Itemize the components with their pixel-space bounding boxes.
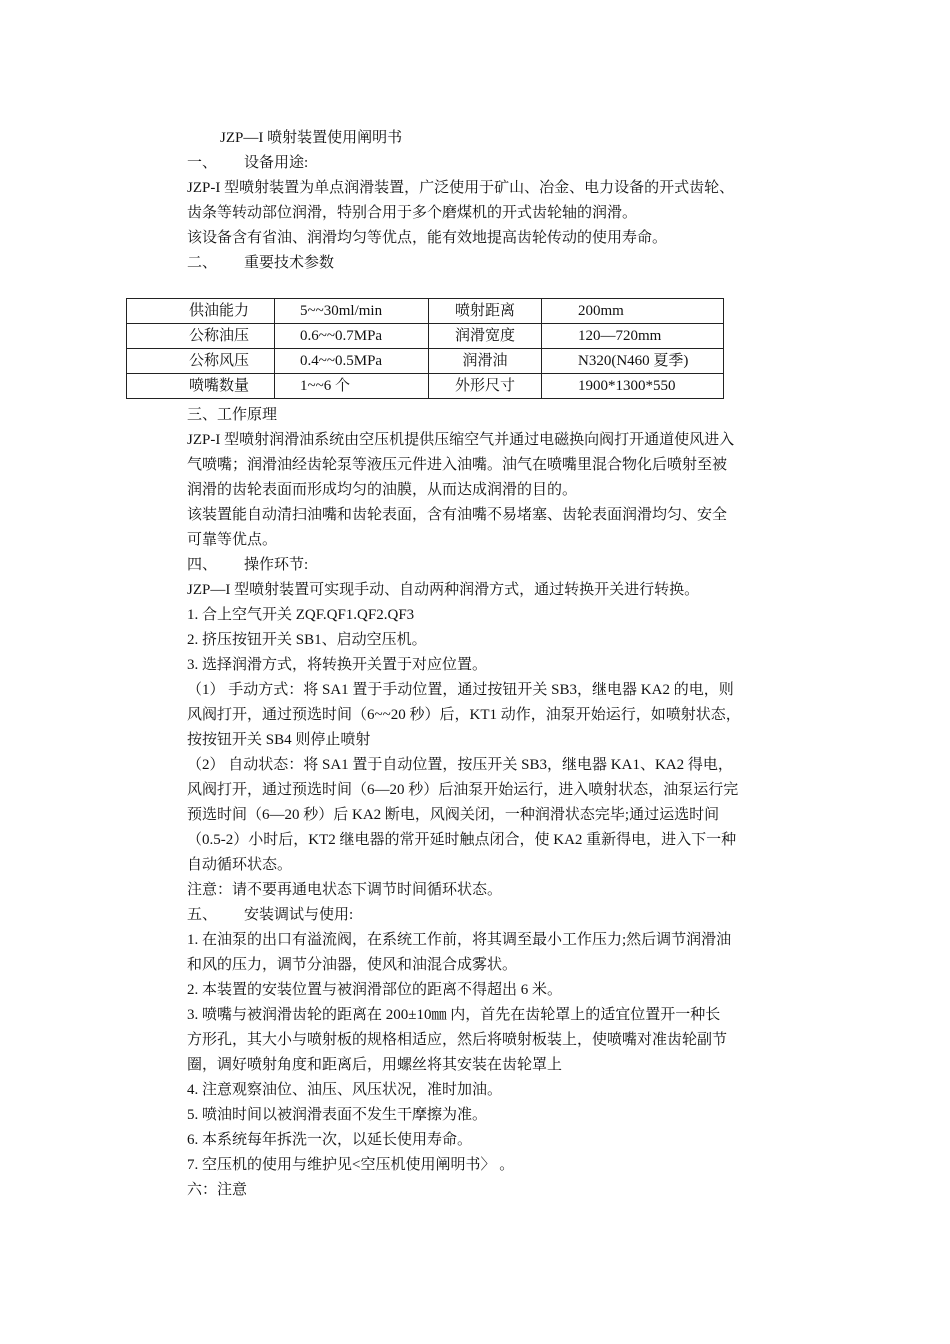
list-item: 4. 注意观察油位、油压、风压状况，准时加油。 xyxy=(187,1082,503,1098)
paragraph-line: 齿条等转动部位润滑，特别合用于多个磨煤机的开式齿轮轴的润滑。 xyxy=(187,205,638,221)
list-item: 1. 合上空气开关 ZQF.QF1.QF2.QF3 xyxy=(187,607,415,623)
paragraph-line: 预选时间（6—20 秒）后 KA2 断电，风阀关闭，一种润滑状态完毕;通过运选时间 xyxy=(187,807,720,823)
list-item: 6. 本系统每年拆洗一次，以延长使用寿命。 xyxy=(187,1132,473,1148)
section-number: 五、 xyxy=(187,907,218,923)
note-line: 注意：请不要再通电状态下调节时间循环状态。 xyxy=(187,882,503,898)
paragraph-line: 可靠等优点。 xyxy=(187,532,278,548)
section-2-heading xyxy=(187,253,334,273)
table-row xyxy=(127,349,724,374)
param-value: 1900*1300*550 xyxy=(542,374,724,399)
paragraph-line: 按按钮开关 SB4 则停止喷射 xyxy=(187,732,371,748)
paragraph-line: 自动循环状态。 xyxy=(187,857,293,873)
paragraph-line: 该设备含有省油、润滑均匀等优点，能有效地提高齿轮传动的使用寿命。 xyxy=(187,230,668,246)
section-1-heading xyxy=(187,153,308,173)
param-value: 0.6~~0.7MPa xyxy=(275,324,429,349)
param-label: 供油能力 xyxy=(127,299,275,324)
table-row xyxy=(127,324,724,349)
paragraph-line: JZP-I 型喷射润滑油系统由空压机提供压缩空气并通过电磁换向阀打开通道使风进入 xyxy=(187,432,735,448)
param-label: 润滑油 xyxy=(429,349,542,374)
paragraph-line: （2） 自动状态：将 SA1 置于自动位置，按压开关 SB3，继电器 KA1、KA2 得电， xyxy=(187,757,733,773)
paragraph-line: 圈，调好喷射角度和距离后，用螺丝将其安装在齿轮罩上 xyxy=(187,1057,563,1073)
param-value: 120—720mm xyxy=(542,324,724,349)
table-row xyxy=(127,374,724,399)
param-label: 公称油压 xyxy=(127,324,275,349)
paragraph-line: 润滑的齿轮表面而形成均匀的油膜，从而达成润滑的目的。 xyxy=(187,482,578,498)
section-6-heading: 六：注意 xyxy=(187,1182,248,1198)
param-value: 5~~30ml/min xyxy=(275,299,429,324)
section-4-heading xyxy=(187,555,308,575)
paragraph-line: 气喷嘴；润滑油经齿轮泵等液压元件进入油嘴。油气在喷嘴里混合物化后喷射至被 xyxy=(187,457,728,473)
section-3-heading: 三、工作原理 xyxy=(187,407,278,423)
tech-params-table xyxy=(126,298,724,399)
list-item: 3. 选择润滑方式，将转换开关置于对应位置。 xyxy=(187,657,488,673)
param-label: 外形尺寸 xyxy=(429,374,542,399)
section-5-heading xyxy=(187,905,353,925)
section-title: 重要技术参数 xyxy=(244,255,335,271)
section-number: 二、 xyxy=(187,255,218,271)
section-number: 一、 xyxy=(187,155,218,171)
list-item: 2. 本装置的安装位置与被润滑部位的距离不得超出 6 米。 xyxy=(187,982,563,998)
paragraph-line: 该装置能自动清扫油嘴和齿轮表面，含有油嘴不易堵塞、齿轮表面润滑均匀、安全 xyxy=(187,507,728,523)
list-item: 1. 在油泵的出口有溢流阀，在系统工作前，将其调至最小工作压力;然后调节润滑油 xyxy=(187,932,732,948)
section-title: 设备用途: xyxy=(244,155,309,171)
paragraph-line: （1） 手动方式：将 SA1 置于手动位置，通过按钮开关 SB3，继电器 KA2 的电，则 xyxy=(187,682,734,698)
list-item: 7. 空压机的使用与维护见<空压机使用阐明书〉 。 xyxy=(187,1157,515,1173)
paragraph-line: 方形孔，其大小与喷射板的规格相适应，然后将喷射板装上，使喷嘴对准齿轮副节 xyxy=(187,1032,728,1048)
document-title: JZP—I 喷射装置使用阐明书 xyxy=(220,130,403,146)
table-row xyxy=(127,299,724,324)
param-value: 0.4~~0.5MPa xyxy=(275,349,429,374)
paragraph-line: JZP-I 型喷射装置为单点润滑装置，广泛使用于矿山、冶金、电力设备的开式齿轮、 xyxy=(187,180,735,196)
param-label: 喷射距离 xyxy=(429,299,542,324)
paragraph-line: 风阀打开，通过预选时间（6~~20 秒）后，KT1 动作，油泵开始运行，如喷射状态， xyxy=(187,707,741,723)
list-item: 5. 喷油时间以被润滑表面不发生干摩擦为准。 xyxy=(187,1107,488,1123)
param-label: 喷嘴数量 xyxy=(127,374,275,399)
section-number: 四、 xyxy=(187,557,218,573)
param-value: 200mm xyxy=(542,299,724,324)
param-value: 1~~6 个 xyxy=(275,374,429,399)
paragraph-line: （0.5-2）小时后，KT2 继电器的常开延时触点闭合，使 KA2 重新得电，进入下一种 xyxy=(187,832,737,848)
paragraph-line: 和风的压力，调节分油器，使风和油混合成雾状。 xyxy=(187,957,518,973)
list-item: 3. 喷嘴与被润滑齿轮的距离在 200±10㎜ 内，首先在齿轮罩上的适宜位置开一种长 xyxy=(187,1007,721,1023)
paragraph-line: 风阀打开，通过预选时间（6—20 秒）后油泵开始运行，进入喷射状态，油泵运行完 xyxy=(187,782,739,798)
section-title: 安装调试与使用: xyxy=(244,907,354,923)
paragraph-line: JZP—I 型喷射装置可实现手动、自动两种润滑方式，通过转换开关进行转换。 xyxy=(187,582,700,598)
param-label: 润滑宽度 xyxy=(429,324,542,349)
section-title: 操作环节: xyxy=(244,557,309,573)
param-label: 公称风压 xyxy=(127,349,275,374)
param-value: N320(N460 夏季) xyxy=(542,349,724,374)
list-item: 2. 挤压按钮开关 SB1、启动空压机。 xyxy=(187,632,427,648)
